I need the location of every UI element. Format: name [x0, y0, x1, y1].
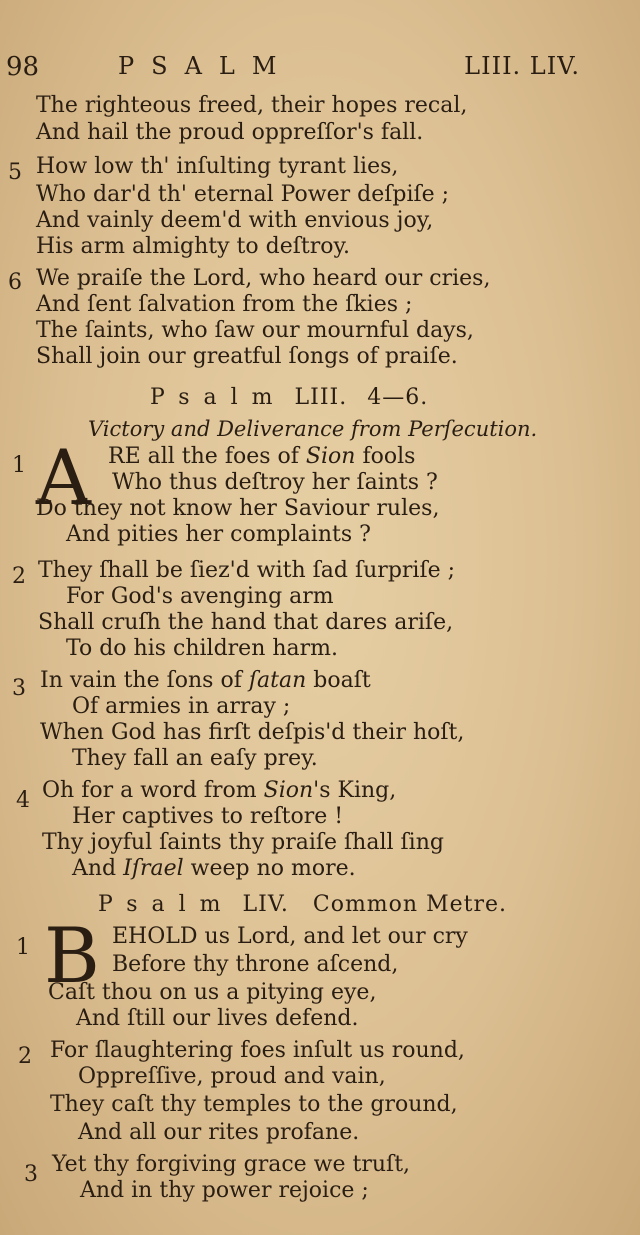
verse-number: 2 — [18, 1044, 32, 1069]
running-title: PSALM — [118, 52, 294, 80]
verse-line: Caſt thou on us a pitying eye, — [48, 980, 377, 1005]
verse-line: And Iſrael weep no more. — [72, 856, 356, 881]
verse-number: 4 — [16, 788, 30, 813]
verse-line: Thy joyful ſaints thy praiſe ſhall ſing — [42, 830, 444, 855]
verse-line: The righteous freed, their hopes recal, — [36, 93, 468, 118]
psalm-subtitle: Victory and Deliverance from Perſecution. — [88, 417, 538, 441]
drop-cap: B — [44, 911, 100, 1000]
verse-line: How low th' inſulting tyrant lies, — [36, 154, 399, 179]
verse-line: RE all the foes of Sion fools — [108, 444, 416, 469]
verse-number: 6 — [8, 270, 22, 295]
verse-line: We praiſe the Lord, who heard our cries, — [36, 266, 491, 291]
verse-line: And ſtill our lives defend. — [76, 1006, 359, 1031]
verse-line: Before thy throne aſcend, — [112, 952, 399, 977]
verse-line: They ſhall be ſiez'd with ſad ſurpriſe ; — [38, 558, 456, 583]
verse-line: Of armies in array ; — [72, 694, 291, 719]
page-number: 98 — [6, 52, 40, 82]
page-header — [6, 52, 580, 88]
verse-number: 2 — [12, 564, 26, 589]
verse-number: 3 — [12, 676, 26, 701]
verse-line: And ſent ſalvation from the ſkies ; — [36, 292, 413, 317]
verse-line: Do they not know her Saviour rules, — [36, 496, 440, 521]
psalm-heading: Psalm LIII. 4—6. — [150, 385, 429, 410]
verse-line: Who thus deſtroy her ſaints ? — [112, 470, 438, 495]
verse-line: In vain the ſons of ſatan boaſt — [40, 668, 371, 693]
verse-line: And all our rites profane. — [78, 1120, 360, 1145]
verse-line: EHOLD us Lord, and let our cry — [112, 924, 468, 949]
verse-number: 5 — [8, 160, 22, 185]
verse-line: And hail the proud oppreſſor's fall. — [36, 120, 424, 145]
psalm-heading: Psalm LIV. Common Metre. — [98, 892, 507, 917]
verse-line: Yet thy forgiving grace we truſt, — [52, 1152, 411, 1177]
verse-line: They caſt thy temples to the ground, — [50, 1092, 458, 1117]
drop-cap: A — [36, 433, 91, 522]
verse-line: The ſaints, who ſaw our mournful days, — [36, 318, 474, 343]
verse-number: 1 — [16, 935, 30, 960]
verse-number: 1 — [12, 453, 26, 478]
verse-line: And in thy power rejoice ; — [80, 1178, 369, 1203]
verse-line: Oppreſſive, proud and vain, — [78, 1064, 386, 1089]
verse-line: Shall cruſh the hand that dares ariſe, — [38, 610, 454, 635]
running-psalm-numbers: LIII. LIV. — [464, 52, 580, 80]
verse-line: For God's avenging arm — [66, 584, 334, 609]
verse-line: Shall join our greatful ſongs of praiſe. — [36, 344, 458, 369]
verse-line: And vainly deem'd with envious joy, — [36, 208, 434, 233]
verse-line: His arm almighty to deſtroy. — [36, 234, 350, 259]
verse-line: When God has firſt deſpis'd their hoſt, — [40, 720, 465, 745]
verse-line: They fall an eaſy prey. — [72, 746, 318, 771]
verse-line: Her captives to reſtore ! — [72, 804, 344, 829]
verse-line: And pities her complaints ? — [66, 522, 371, 547]
verse-line: To do his children harm. — [66, 636, 339, 661]
verse-number: 3 — [24, 1162, 38, 1187]
verse-line: Oh for a word from Sion's King, — [42, 778, 397, 803]
verse-line: For ſlaughtering foes inſult us round, — [50, 1038, 465, 1063]
verse-line: Who dar'd th' eternal Power deſpiſe ; — [36, 182, 450, 207]
